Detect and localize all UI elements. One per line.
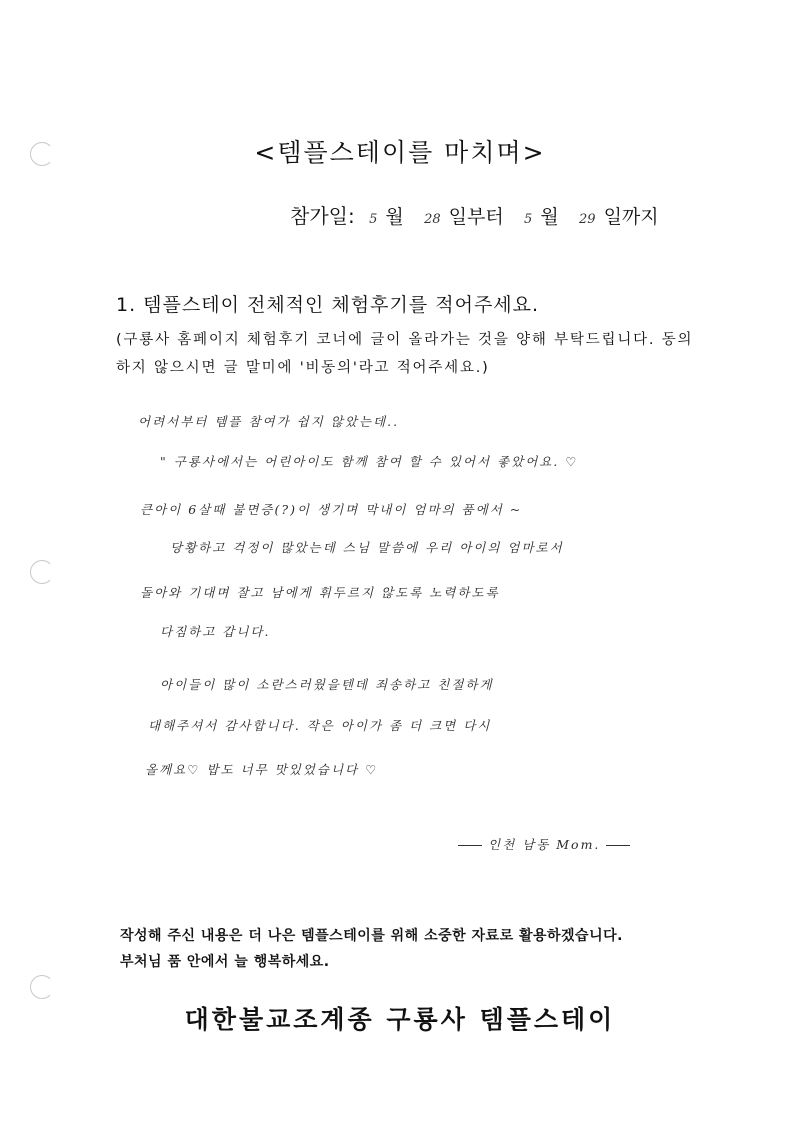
- dates-label: 참가일:: [290, 204, 355, 228]
- page-title: <템플스테이를 마치며>: [254, 138, 546, 167]
- end-month: 5: [524, 212, 533, 227]
- signature: [452, 835, 636, 853]
- handwritten-line: 당황하고 걱정이 많았는데 스님 말씀에 우리 아이의 엄마로서: [170, 540, 564, 555]
- organization-name: 대한불교조계종 구룡사 템플스테이: [184, 1005, 616, 1034]
- handwritten-line: 대해주셔서 감사합니다. 작은 아이가 좀 더 크면 다시: [148, 718, 492, 733]
- handwritten-line: 돌아와 기대며 잘고 남에게 휘두르지 않도록 노력하도록: [140, 585, 500, 600]
- handwritten-line: 올께요♡ 밥도 너무 맛있었습니다 ♡: [145, 762, 379, 777]
- handwritten-line: 어려서부터 템플 참여가 쉽지 않았는데..: [138, 414, 400, 429]
- handwritten-line: 큰아이 6살때 불면증(?)이 생기며 막내이 엄마의 품에서 ~: [140, 502, 523, 517]
- month-unit-start: 월: [385, 206, 404, 228]
- end-day: 29: [579, 212, 596, 227]
- footer-line-1: 작성해 주신 내용은 더 나은 템플스테이를 위해 소중한 자료로 활용하겠습니다.: [120, 928, 623, 944]
- to-unit: 일까지: [603, 206, 659, 228]
- handwritten-line: " 구룡사에서는 어린아이도 함께 참여 할 수 있어서 좋았어요. ♡: [160, 454, 579, 469]
- month-unit-end: 월: [540, 206, 559, 228]
- handwritten-line: 다짐하고 갑니다.: [160, 624, 271, 639]
- signature-dash-right: [606, 845, 630, 846]
- footer-line-2: 부처님 품 안에서 늘 행복하세요.: [120, 954, 330, 970]
- handwritten-line: 아이들이 많이 소란스러웠을텐데 죄송하고 친절하게: [160, 677, 494, 692]
- question-1-note: (구룡사 홈페이지 체험후기 코너에 글이 올라가는 것을 양해 부탁드립니다. 동의하지 않으시면 글 말미에 '비동의'라고 적어주세요.): [116, 332, 694, 376]
- question-1: 1. 템플스테이 전체적인 체험후기를 적어주세요.: [116, 294, 540, 316]
- punch-hole-middle: [30, 560, 54, 584]
- signature-dash-left: [458, 845, 482, 846]
- start-day: 28: [424, 212, 441, 227]
- participation-dates: [290, 200, 665, 229]
- signature-text: 인천 남동 Mom.: [488, 837, 601, 852]
- punch-hole-bottom: [30, 975, 54, 999]
- from-unit: 일부터: [448, 206, 504, 228]
- start-month: 5: [369, 212, 378, 227]
